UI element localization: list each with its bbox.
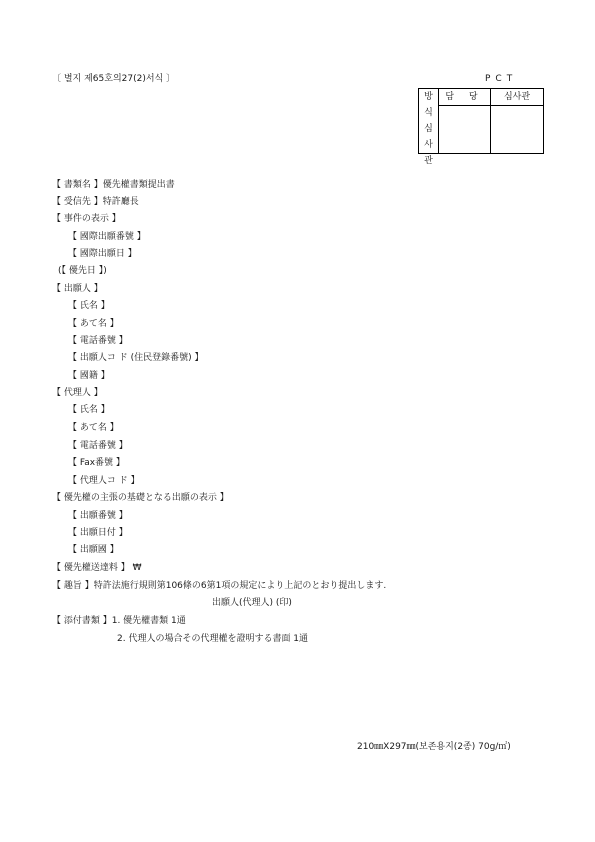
agent-code-field: 【 代理人コ ド 】: [68, 476, 140, 486]
applicant-nationality-field: 【 國籍 】: [68, 371, 110, 381]
review-char: 방: [424, 92, 433, 102]
signature-line: 出願人(代理人) (印): [212, 598, 292, 608]
fee-field: 【 優先權送達料 】 ₩: [52, 563, 142, 573]
case-intl-date-field: 【 國際出願日 】: [68, 249, 137, 259]
review-char: 관: [424, 156, 433, 166]
review-char: 식: [424, 108, 433, 118]
priority-date-field: (【 優先日 】): [58, 266, 107, 276]
recipient-field: 【 受信先 】特許廳長: [52, 197, 139, 207]
agent-phone-field: 【 電話番號 】: [68, 441, 128, 451]
case-intl-no-field: 【 國際出願番號 】: [68, 232, 146, 242]
review-char: 심: [424, 124, 433, 134]
doc-name-field: 【 書類名 】優先權書類提出書: [52, 180, 175, 190]
applicant-heading: 【 出願人 】: [52, 284, 103, 294]
applicant-name-field: 【 氏名 】: [68, 301, 110, 311]
pct-label: PCT: [485, 74, 518, 84]
basis-app-no-field: 【 出願番號 】: [68, 511, 128, 521]
applicant-code-field: 【 出願人コ ド (住民登錄番號) 】: [68, 353, 204, 363]
purport-field: 【 趣旨 】特許法施行規則第106條の6第1項の規定により上記のとおり提出します.: [52, 581, 387, 591]
agent-name-field: 【 氏名 】: [68, 405, 110, 415]
attached-docs-field: 【 添付書類 】1. 優先權書類 1通: [52, 616, 186, 626]
form-reference: 〔 별지 제65호의27(2)서식 〕: [52, 74, 176, 84]
review-divider: [490, 106, 491, 153]
agent-heading: 【 代理人 】: [52, 388, 103, 398]
basis-app-date-field: 【 出願日付 】: [68, 528, 128, 538]
applicant-phone-field: 【 電話番號 】: [68, 336, 128, 346]
review-col-in-charge: 담 당: [439, 89, 491, 106]
agent-fax-field: 【 Fax番號 】: [68, 458, 125, 468]
attached-docs-item-2: 2. 代理人の場合その代理權を證明する書面 1通: [117, 634, 309, 644]
basis-country-field: 【 出願國 】: [68, 545, 119, 555]
priority-basis-heading: 【 優先權の主張の基礎となる出願の表示 】: [52, 493, 229, 503]
agent-address-field: 【 あて名 】: [68, 423, 119, 433]
case-heading: 【 事件の表示 】: [52, 214, 121, 224]
review-char: 사: [424, 140, 433, 150]
review-vertical-label: [419, 89, 439, 166]
paper-size-note: 210㎜X297㎜(보존용지(2종) 70g/㎡): [357, 742, 511, 752]
review-stamp-box: [418, 88, 544, 166]
review-col-examiner: 심사관: [491, 89, 543, 106]
applicant-address-field: 【 あて名 】: [68, 319, 119, 329]
